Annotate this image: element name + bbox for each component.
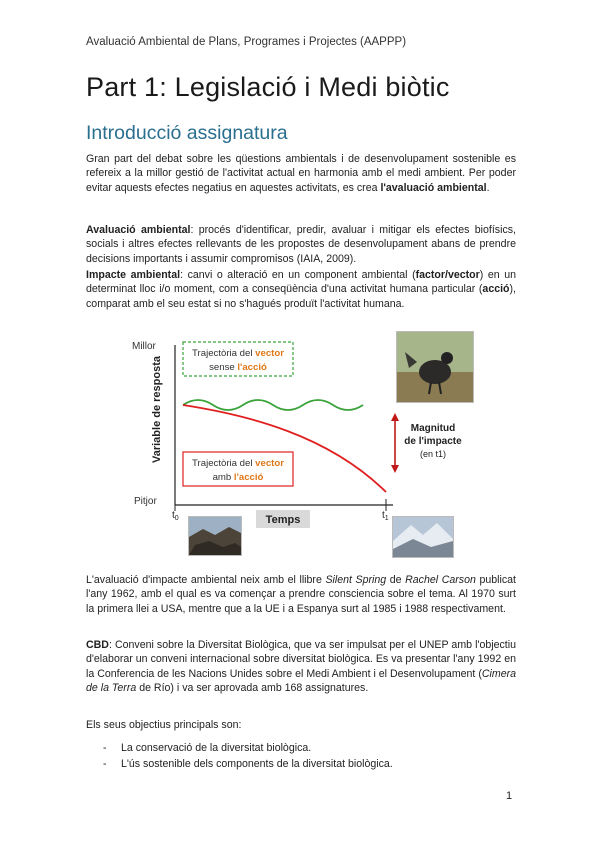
y-top-label: Millor bbox=[132, 341, 156, 352]
page-number: 1 bbox=[506, 790, 513, 802]
paragraph-impacte-ambiental: Impacte ambiental: canvi o alteració en un component ambiental (factor/vector) en un determinat lloc i/o moment, com a conseqüència d'una activitat humana particular (acció), comparat amb el seu estat si no s'hagués produït l'activitat humana. bbox=[86, 269, 516, 310]
paragraph-cbd: CBD: Conveni sobre la Diversitat Biològica, que va ser impulsat per el UNEP amb l'objectiu d'elaborar un conveni internacional sobre diversitat biològica. Es va presentar l'any 1992 en la Conferencia de les Nacions Unides sobre el Medi Ambient i el Desenvolupament (Cimera de la Terra de Río) i va ser aprovada amb 168 assignatures. bbox=[86, 639, 516, 694]
running-header: Avaluació Ambiental de Plans, Programes i Projectes (AAPPP) bbox=[86, 36, 407, 48]
objectives-list bbox=[103, 740, 393, 772]
list-item: - L'ús sostenible dels components de la diversitat biològica. bbox=[103, 758, 393, 770]
magnitude-label-3: (en t1) bbox=[419, 449, 447, 459]
svg-text:sense l'acció: sense l'acció bbox=[209, 362, 267, 373]
magnitude-label-1: Magnitud bbox=[410, 423, 456, 434]
paragraph-objectives-intro: Els seus objectius principals son: bbox=[86, 719, 242, 731]
capercaillie-photo bbox=[396, 331, 474, 403]
trajectory-without-action bbox=[183, 400, 363, 410]
magnitude-label-2: de l'impacte bbox=[404, 436, 462, 447]
paragraph-intro: Gran part del debat sobre les qüestions ambientals i de desenvolupament sostenible es refereix a la millor gestió de l'activitat actual en harmonia amb el medi ambient. Per poder evitar aquests efectes negatius en aquestes activitats, es crea l'avaluació ambiental. bbox=[86, 153, 516, 194]
snowy-mountain-photo bbox=[392, 516, 454, 558]
svg-text:Trajectòria del vector: Trajectòria del vector bbox=[192, 458, 284, 469]
svg-text:Trajectòria del vector: Trajectòria del vector bbox=[192, 348, 284, 359]
y-axis-title: Variable de resposta bbox=[151, 356, 163, 463]
x-axis-title: Temps bbox=[265, 514, 301, 526]
list-item: - La conservació de la diversitat biològica. bbox=[103, 742, 312, 754]
t0-label: $t_0$ bbox=[172, 510, 179, 522]
degraded-landscape-photo bbox=[188, 516, 242, 556]
paragraph-avaluacio-ambiental: Avaluació ambiental: procés d'identificar, predir, avaluar i mitigar els efectes biofísics, socials i altres efectes rellevants de les propostes de desenvolupament abans de prendre decisions importants i assumir compromisos (IAIA, 2009). bbox=[86, 224, 516, 265]
section-heading: Introducció assignatura bbox=[86, 122, 288, 144]
t1-label: $t_1$ bbox=[382, 510, 389, 522]
y-bottom-label: Pitjor bbox=[134, 496, 157, 507]
svg-text:amb l'acció: amb l'acció bbox=[212, 472, 264, 483]
paragraph-silent-spring: L'avaluació d'impacte ambiental neix amb el llibre Silent Spring de Rachel Carson publicat l'any 1962, amb el qual es va començar a prendre consciencia sobre el tema. Al 1970 surt la primera llei a USA, mentre que a la UE i a Espanya surt al 1985 i 1988 respectivament. bbox=[86, 574, 516, 615]
page-title: Part 1: Legislació i Medi biòtic bbox=[86, 72, 450, 102]
